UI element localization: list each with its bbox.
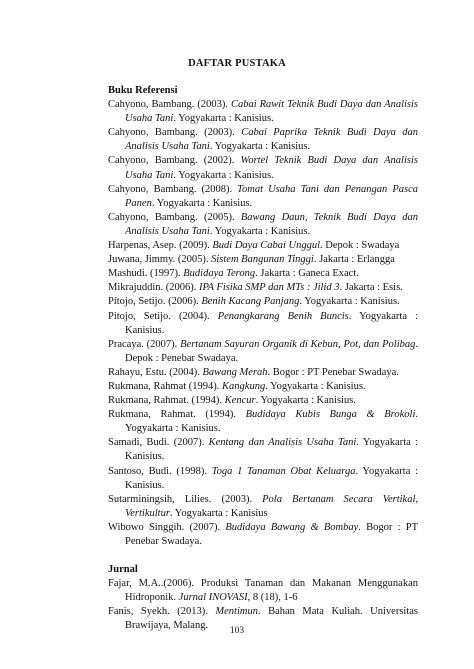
reference-title: Jurnal INOVASI bbox=[178, 592, 248, 604]
reference-publisher: . Depok : Swadaya bbox=[320, 240, 400, 252]
reference-author-year: Wibowo Singgih. (2007). bbox=[108, 521, 226, 533]
page-title: DAFTAR PUSTAKA bbox=[188, 58, 286, 69]
reference-author-year: Cahyono, Bambang. (2005). bbox=[108, 211, 241, 223]
reference-title: Bawang Merah bbox=[202, 366, 268, 378]
reference-title: Budidaya Terong bbox=[183, 268, 256, 280]
reference-entry bbox=[108, 154, 418, 182]
reference-entry bbox=[108, 98, 418, 126]
reference-author-year: Fanis, Syekh. (2013). bbox=[108, 606, 216, 618]
reference-title: Sistem Bangunan Tinggi bbox=[211, 254, 314, 266]
reference-publisher: . Yogyakarta : Kanisius. bbox=[209, 225, 311, 237]
reference-author-year: Cahyono, Bambang. (2003). bbox=[108, 127, 242, 139]
reference-author-year: Sutarminingsih, Lilies. (2003). bbox=[108, 493, 263, 505]
reference-title: Penangkarang Benih Buncis bbox=[217, 310, 349, 322]
reference-title: Mentimun bbox=[215, 606, 258, 618]
reference-entry bbox=[108, 183, 418, 211]
reference-publisher: . Bahan Mata Kuliah. Universitas Brawijaya, Malang. bbox=[125, 606, 418, 632]
reference-title: Bawang Daun, Teknik Budi Daya dan Analisis Usaha Tani bbox=[125, 211, 418, 237]
bibliography bbox=[108, 80, 418, 634]
reference-entry bbox=[108, 366, 418, 380]
reference-author-year: Rukmana, Rahmat. (1994). bbox=[108, 395, 225, 407]
reference-title: Wortel Teknik Budi Daya dan Analisis Usaha Tani bbox=[125, 155, 418, 181]
reference-author-year: Juwana, Jimmy. (2005). bbox=[108, 254, 212, 266]
reference-author-year: Pracaya. (2007). bbox=[108, 338, 181, 350]
reference-title: Pola Bertanam Secara Vertikal, Vertikultur bbox=[125, 493, 419, 519]
reference-entry bbox=[108, 380, 418, 394]
reference-entry bbox=[108, 126, 418, 154]
reference-publisher: . Yogyakarta : Kanisius. bbox=[255, 395, 356, 407]
reference-publisher: . Yogyakarta : Kanisius. bbox=[125, 465, 418, 491]
reference-entry bbox=[108, 436, 418, 464]
reference-entry bbox=[108, 338, 418, 366]
reference-author-year: Rukmana, Rahmat (1994). bbox=[108, 380, 223, 392]
reference-publisher: . Yogyakarta : Kanisius bbox=[169, 507, 268, 519]
reference-title: Bertanam Sayuran Organik di Kebun, Pot, dan Polibag bbox=[180, 338, 416, 350]
reference-publisher: . Yogyakarta : Kanisius. bbox=[125, 310, 418, 336]
reference-publisher: , 8 (18), 1-6 bbox=[247, 592, 298, 604]
reference-publisher: . Jakarta : Ganeca Exact. bbox=[255, 268, 359, 280]
reference-author-year: Cahyono, Bambang. (2008). bbox=[108, 183, 238, 195]
reference-entry bbox=[108, 521, 418, 549]
reference-author-year: Pitojo, Setijo. (2006). bbox=[108, 296, 202, 308]
reference-author-year: Pitojo, Setijo. (2004). bbox=[108, 310, 218, 322]
reference-entry bbox=[108, 211, 418, 239]
reference-author-year: Santoso, Budi. (1998). bbox=[108, 465, 212, 477]
reference-entry bbox=[108, 239, 418, 253]
reference-entry bbox=[108, 310, 418, 338]
reference-publisher: . Depok : Penebar Swadaya. bbox=[125, 338, 418, 364]
reference-publisher: . Yogyakarta : Kanisius. bbox=[125, 437, 418, 463]
page-number: 103 bbox=[229, 626, 245, 636]
reference-author-year: Cahyono, Bambang. (2003). bbox=[108, 99, 231, 111]
reference-publisher: . Yogyakarta : Kanisius. bbox=[265, 380, 366, 392]
reference-title: Cabai Paprika Teknik Budi Daya dan Analisis Usaha Tani bbox=[125, 127, 418, 153]
section-heading: Jurnal bbox=[108, 564, 138, 576]
reference-author-year: Rahayu, Estu. (2004). bbox=[108, 366, 203, 378]
reference-author-year: Fajar, M.A..(2006). Produksi Tanaman dan Makanan Menggunakan Hidroponik. bbox=[108, 578, 418, 604]
reference-title: Kentang dan Analisis Usaha Tani bbox=[208, 437, 357, 449]
reference-entry bbox=[108, 394, 418, 408]
reference-publisher: . Jakarta : Erlangga bbox=[313, 254, 395, 266]
reference-publisher: . Yogyakarta : Kanisius. bbox=[151, 197, 253, 209]
reference-publisher: . Bogor : PT Penebar Swadaya. bbox=[267, 366, 399, 378]
reference-title: IPA Fisika SMP dan MTs : Jilid 3 bbox=[199, 282, 340, 294]
reference-title: Cabai Rawit Teknik Budi Daya dan Analisis Usaha Tani bbox=[125, 99, 419, 125]
reference-title: Benih Kacang Panjang bbox=[201, 296, 300, 308]
reference-entry bbox=[108, 493, 418, 521]
reference-author-year: Rukmana, Rahmat. (1994). bbox=[108, 409, 246, 421]
reference-title: Toga 1 Tanaman Obat Keluarga bbox=[211, 465, 356, 477]
reference-author-year: Harpenas, Asep. (2009). bbox=[108, 240, 213, 252]
reference-title: Budidaya Bawang & Bombay bbox=[225, 521, 359, 533]
reference-publisher: . Yogyakarta : Kanisius. bbox=[173, 113, 274, 125]
reference-publisher: . Yogyakarta : Kanisius. bbox=[209, 141, 311, 153]
reference-publisher: . Jakarta : Esis. bbox=[339, 282, 403, 294]
reference-title: Kencur bbox=[224, 395, 256, 407]
reference-entry bbox=[108, 281, 418, 295]
section-heading: Buku Referensi bbox=[108, 85, 178, 96]
reference-author-year: Samadi, Budi. (2007). bbox=[108, 437, 209, 449]
reference-publisher: . Bogor : PT Penebar Swadaya. bbox=[125, 521, 418, 547]
reference-author-year: Mashudi. (1997). bbox=[108, 268, 184, 280]
reference-title: Budi Daya Cabai Unggul bbox=[212, 240, 321, 252]
reference-publisher: . Yogyakarta : Kanisius. bbox=[125, 409, 418, 435]
reference-publisher: . Yogyakarta : Kanisius. bbox=[299, 296, 400, 308]
reference-publisher: . Yogyakarta : Kanisius. bbox=[173, 169, 274, 181]
reference-title: Tomat Usaha Tani dan Penangan Pasca Panen bbox=[125, 183, 418, 209]
reference-entry bbox=[108, 253, 418, 267]
reference-entry bbox=[108, 267, 418, 281]
reference-author-year: Cahyono, Bambang. (2002). bbox=[108, 155, 241, 167]
reference-entry bbox=[108, 408, 418, 436]
reference-entry bbox=[108, 577, 418, 605]
reference-title: Kangkung bbox=[222, 380, 266, 392]
reference-entry bbox=[108, 295, 418, 309]
reference-author-year: Mikrajuddin. (2006). bbox=[108, 282, 199, 294]
reference-entry bbox=[108, 465, 418, 493]
reference-title: Budidaya Kubis Bunga & Brokoli bbox=[245, 409, 416, 421]
